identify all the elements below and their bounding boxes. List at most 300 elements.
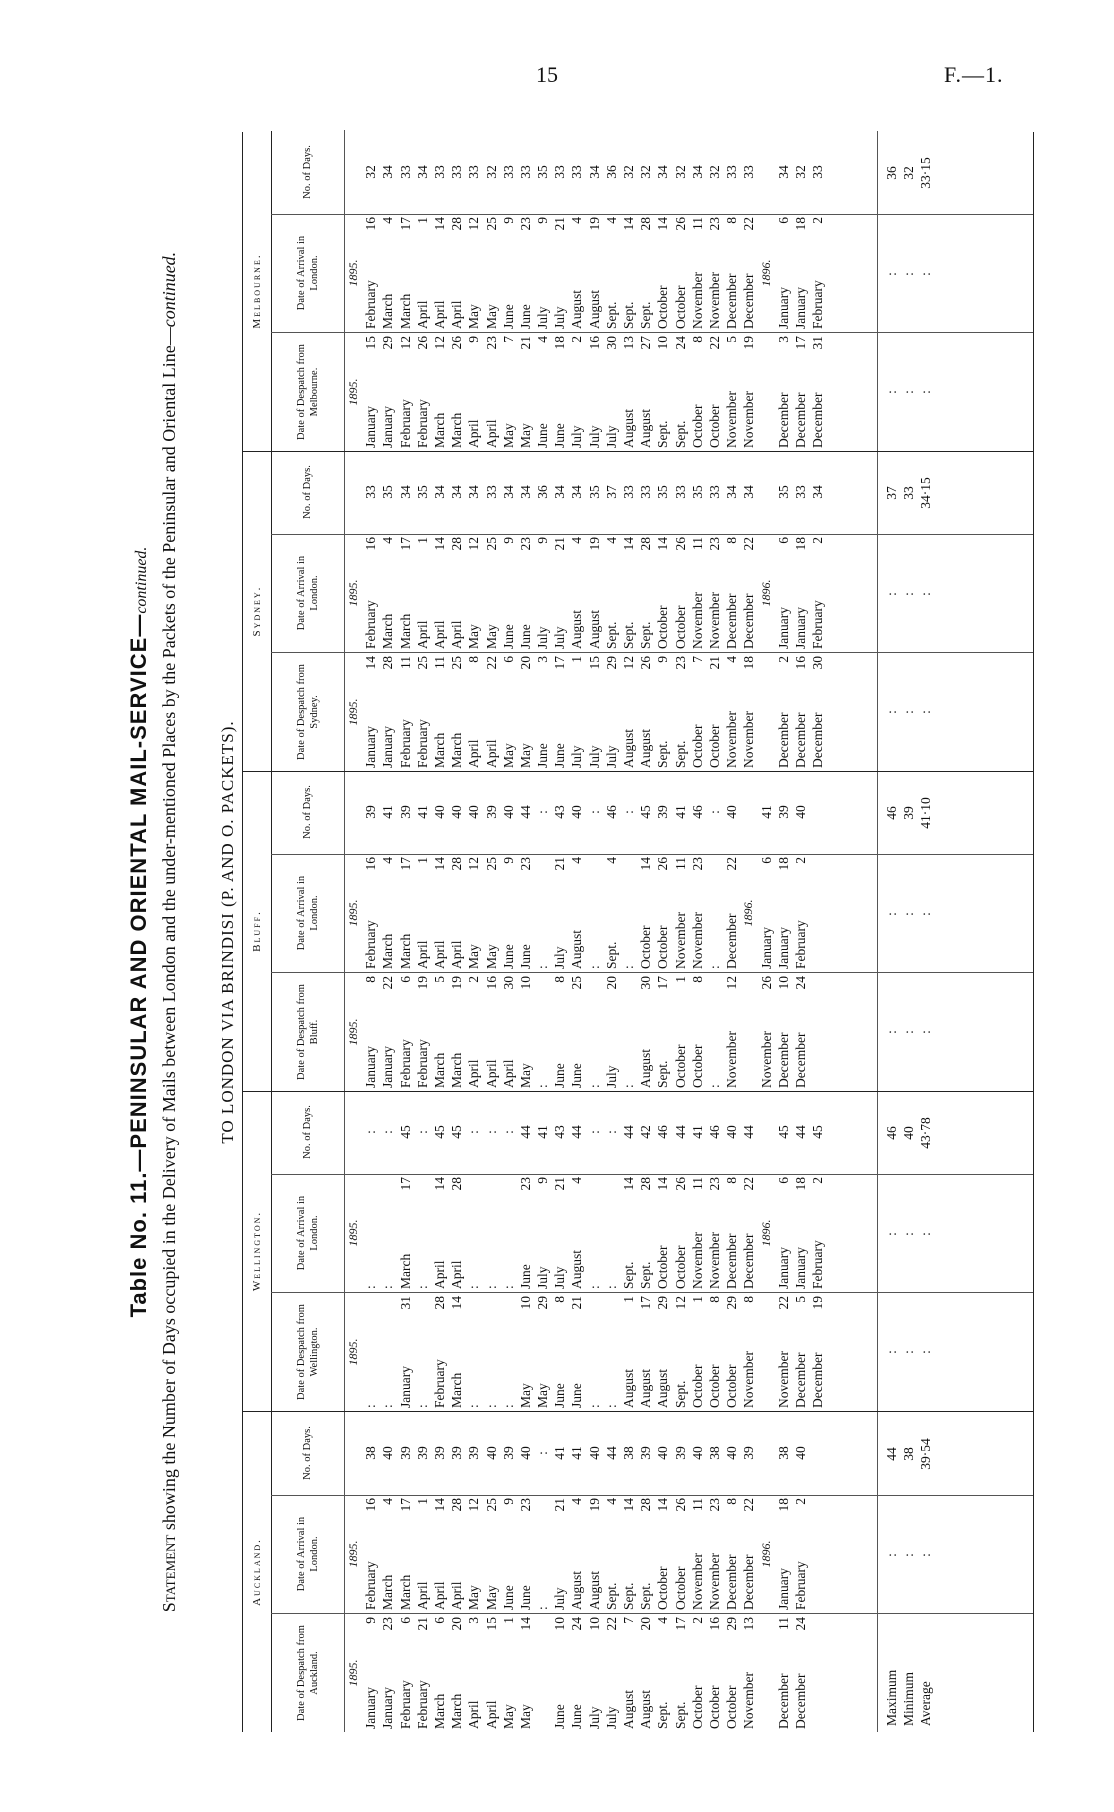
days-cell: 34	[397, 485, 413, 499]
despatch-date-cell	[414, 333, 431, 451]
stats-dots: :	[884, 1030, 899, 1034]
despatch-date-cell	[414, 1614, 431, 1732]
arrival-date-cell	[551, 534, 568, 652]
statement	[158, 142, 180, 1722]
days-cell: 39	[449, 1446, 465, 1460]
days-cell: 33	[672, 485, 688, 499]
days-cell: 34	[552, 485, 568, 499]
despatch-date-cell	[568, 1293, 585, 1411]
days-cell: 41	[672, 805, 688, 819]
despatch-date-cell	[568, 333, 585, 451]
month-text: June	[500, 944, 516, 969]
despatch-date-cell	[534, 333, 551, 451]
month-text: February	[792, 920, 808, 969]
arrival-date-cell	[672, 1174, 689, 1292]
stats-label: Maximum	[884, 1669, 899, 1726]
despatch-date-cell: :	[706, 1084, 722, 1088]
day-number: 8	[466, 656, 482, 663]
arrival-date-cell	[448, 534, 465, 652]
month-text: Sept.	[672, 420, 688, 448]
arrival-date-cell	[379, 854, 396, 972]
day-number: 29	[724, 1617, 740, 1631]
arrival-date-cell	[689, 1174, 706, 1292]
days-cell: 35	[380, 485, 396, 499]
month-text: Sept.	[603, 621, 619, 649]
month-text: June	[517, 1264, 533, 1289]
arrival-date-cell	[362, 854, 379, 972]
arrival-date-cell	[603, 854, 620, 972]
stats-days	[883, 131, 935, 215]
month-text: June	[569, 1383, 585, 1408]
month-text: January	[775, 1568, 791, 1610]
arrival-date-cell	[723, 534, 740, 652]
page-number: 15	[536, 62, 558, 87]
month-text: January	[363, 1687, 379, 1729]
day-number: 23	[483, 336, 499, 350]
day-number: 21	[569, 1296, 585, 1310]
despatch-date-cell	[465, 1614, 482, 1732]
days-cell: 32	[363, 165, 379, 179]
month-text: October	[655, 605, 671, 649]
days-cell: 46	[603, 805, 619, 819]
despatch-date-cell	[568, 1614, 585, 1732]
stats-value: 33	[901, 486, 917, 500]
month-text: April	[449, 620, 465, 649]
month-text: March	[380, 293, 396, 329]
month-text: June	[535, 423, 551, 448]
despatch-date-cell	[483, 973, 500, 1091]
despatch-date-cell	[706, 653, 723, 771]
arrival-date-cell	[465, 854, 482, 972]
days-cell: :	[380, 1130, 396, 1134]
day-number: 28	[449, 1498, 465, 1512]
month-text: November	[741, 391, 757, 448]
despatch-date-cell	[740, 333, 757, 451]
month-text: October	[706, 724, 722, 768]
day-number: 2	[810, 1177, 826, 1184]
stats-days	[883, 1412, 935, 1496]
month-text: August	[621, 728, 636, 768]
days-cell: 46	[706, 1125, 722, 1139]
arrival-date-cell	[654, 854, 671, 972]
day-number: 17	[397, 857, 413, 871]
month-text: July	[603, 745, 619, 768]
month-text: June	[517, 944, 533, 969]
month-text: December	[741, 1554, 757, 1610]
month-text: October	[706, 1685, 722, 1729]
arrival-date-cell: 1896.	[741, 899, 756, 927]
month-text: March	[397, 1574, 413, 1610]
day-number: 16	[363, 537, 379, 551]
days-cell: 39	[741, 1446, 757, 1460]
days-cell: 33	[706, 485, 722, 499]
days-cell: 45	[449, 1125, 465, 1139]
month-text: December	[775, 392, 791, 448]
despatch-date-cell	[637, 1614, 654, 1732]
day-number: 18	[792, 537, 808, 551]
days-cell: 33	[741, 165, 757, 179]
days-cell: 39	[775, 805, 791, 819]
days-cell: 41	[569, 1446, 585, 1460]
stats-value: 41·10	[918, 797, 934, 829]
day-number: 10	[517, 1296, 533, 1310]
day-number: 4	[569, 537, 585, 544]
month-text: November	[724, 391, 740, 448]
arrival-date-cell: :	[621, 965, 636, 969]
month-text: Sept.	[638, 621, 654, 649]
day-number: 13	[741, 1617, 757, 1631]
despatch-date-cell: :	[363, 1404, 379, 1408]
days-cell: :	[535, 810, 551, 814]
month-text: April	[414, 300, 430, 329]
arrival-date-cell: 1895.	[346, 1540, 360, 1568]
month-text: October	[672, 285, 688, 329]
day-number: 1	[414, 857, 430, 864]
month-text: March	[397, 293, 413, 329]
day-number: 14	[655, 1177, 671, 1191]
day-number: 14	[431, 537, 447, 551]
arrival-date-cell	[483, 1495, 500, 1613]
despatch-date-cell	[379, 973, 396, 1091]
column-header: Date of Despatch from Auckland.	[271, 1614, 345, 1732]
days-cell: 41	[535, 1125, 551, 1139]
month-text: November	[689, 1553, 705, 1610]
stats-dots: :	[884, 1553, 899, 1557]
days-cell: 38	[363, 1446, 379, 1460]
arrival-date-cell	[620, 534, 637, 652]
days-cell: 33	[449, 165, 465, 179]
day-number: 4	[380, 857, 396, 864]
arrival-date-cell	[775, 1495, 792, 1613]
arrival-date-cell	[672, 214, 689, 332]
month-text: February	[363, 280, 379, 329]
days-cell	[758, 130, 775, 214]
day-number: 17	[655, 976, 671, 990]
despatch-date-cell	[465, 333, 482, 451]
day-number: 22	[380, 976, 396, 990]
month-text: January	[758, 927, 774, 969]
month-text: April	[431, 940, 447, 969]
month-text: January	[792, 1247, 808, 1289]
days-cell: 39	[414, 1446, 430, 1460]
despatch-date-cell	[809, 653, 826, 771]
arrival-date-cell	[723, 1174, 740, 1292]
month-text: April	[431, 300, 447, 329]
despatch-date-cell	[809, 1293, 826, 1411]
month-text: October	[655, 1566, 671, 1610]
month-text: April	[431, 620, 447, 649]
month-text: February	[810, 280, 826, 329]
days-cell: 39	[363, 805, 379, 819]
statement-continued: continued.	[159, 251, 179, 328]
day-number: 17	[397, 1498, 413, 1512]
despatch-date-cell	[397, 1614, 414, 1732]
day-number: 9	[466, 336, 482, 343]
column-header: Date of Arrival in London.	[271, 854, 345, 972]
day-number: 1	[672, 976, 688, 983]
arrival-date-cell	[397, 1495, 414, 1613]
despatch-date-cell	[397, 1293, 414, 1411]
day-number: 15	[483, 1617, 499, 1631]
month-text: February	[792, 1561, 808, 1610]
stats-dots: :	[918, 1553, 934, 1557]
despatch-date-cell	[448, 1614, 465, 1732]
day-number: 29	[724, 1296, 740, 1310]
day-number: 4	[603, 857, 619, 864]
day-number: 4	[569, 217, 585, 224]
despatch-date-cell	[551, 653, 568, 771]
day-number: 26	[758, 976, 774, 990]
days-cell: :	[706, 810, 722, 814]
arrival-date-cell	[414, 854, 431, 972]
despatch-date-cell	[603, 333, 620, 451]
table-section-sydney	[243, 451, 1033, 772]
stats-value: 32	[901, 166, 917, 180]
day-number: 12	[466, 217, 482, 231]
arrival-date-cell	[568, 1495, 585, 1613]
day-number: 8	[724, 1177, 740, 1184]
day-number: 8	[363, 976, 379, 983]
despatch-date-cell: :	[483, 1404, 499, 1408]
day-number: 4	[724, 656, 740, 663]
days-cell: :	[586, 810, 602, 814]
day-number: 16	[483, 976, 499, 990]
mail-service-table	[242, 132, 1034, 1732]
days-cell	[758, 1411, 775, 1495]
despatch-date-cell	[397, 973, 414, 1091]
despatch-date-cell	[500, 653, 517, 771]
despatch-date-cell: :	[586, 1404, 602, 1408]
stats-arrival-placeholder	[883, 535, 935, 653]
month-text: November	[758, 1031, 774, 1088]
day-number: 14	[655, 1498, 671, 1512]
day-number: 14	[449, 1296, 465, 1310]
day-number: 7	[621, 1617, 636, 1624]
stats-arrival-placeholder	[883, 1496, 935, 1614]
month-text: January	[792, 607, 808, 649]
day-number: 25	[569, 976, 585, 990]
month-text: May	[517, 1383, 533, 1408]
days-cell: 34	[431, 485, 447, 499]
day-number: 23	[380, 1617, 396, 1631]
despatch-date-cell	[706, 1293, 723, 1411]
month-text: April	[483, 1700, 499, 1729]
despatch-date-cell	[792, 653, 809, 771]
day-number: 17	[397, 217, 413, 231]
arrival-date-cell	[568, 534, 585, 652]
stats-label: Average	[918, 1681, 934, 1726]
day-number: 21	[552, 537, 568, 551]
day-number: 11	[775, 1617, 791, 1630]
despatch-date-cell: 1895.	[346, 1659, 360, 1687]
month-text: August	[621, 1368, 636, 1408]
stats-value: 38	[901, 1447, 917, 1461]
days-cell: :	[586, 1130, 602, 1134]
arrival-date-cell	[672, 854, 689, 972]
day-number: 28	[380, 656, 396, 670]
day-number: 28	[638, 217, 654, 231]
day-number: 9	[535, 1177, 551, 1184]
month-text: April	[466, 419, 482, 448]
days-cell: 36	[535, 485, 551, 499]
arrival-date-cell: :	[500, 1285, 516, 1289]
day-number: 24	[672, 336, 688, 350]
stats-days	[883, 451, 935, 535]
despatch-date-cell	[448, 973, 465, 1091]
despatch-date-cell	[654, 333, 671, 451]
month-text: August	[586, 289, 602, 329]
month-text: July	[552, 306, 568, 329]
day-number: 18	[775, 1498, 791, 1512]
month-text: May	[466, 944, 482, 969]
stats-dots: :	[918, 272, 934, 276]
month-text: June	[552, 1063, 568, 1088]
month-text: February	[397, 1039, 413, 1088]
arrival-date-cell	[431, 1495, 448, 1613]
month-text: December	[792, 1673, 808, 1729]
day-number: 4	[603, 1498, 619, 1505]
month-text: October	[638, 925, 654, 969]
day-number: 23	[517, 537, 533, 551]
month-text: Sept.	[638, 301, 654, 329]
stats-dots: :	[918, 592, 934, 596]
statement-lead: Statement	[159, 1534, 179, 1613]
days-cell: 45	[810, 1125, 826, 1139]
days-cell: 44	[517, 1125, 533, 1139]
month-text: May	[517, 743, 533, 768]
day-number: 8	[706, 1296, 722, 1303]
days-cell: 32	[621, 165, 636, 179]
stats-value: 44	[884, 1447, 899, 1461]
day-number: 14	[655, 537, 671, 551]
arrival-date-cell	[689, 534, 706, 652]
arrival-date-cell	[586, 214, 603, 332]
month-text: March	[397, 1253, 413, 1289]
days-cell: 39	[500, 1446, 516, 1460]
day-number: 28	[449, 537, 465, 551]
day-number: 12	[621, 656, 636, 670]
day-number: 2	[792, 857, 808, 864]
day-number: 12	[466, 1498, 482, 1512]
day-number: 23	[689, 857, 705, 871]
day-number: 4	[380, 537, 396, 544]
arrival-date-cell	[551, 214, 568, 332]
despatch-date-cell: 1895.	[346, 1018, 360, 1046]
arrival-date-cell: 1895.	[346, 579, 360, 607]
days-cell: 39	[638, 1446, 654, 1460]
arrival-date-cell	[534, 1174, 551, 1292]
day-number: 8	[552, 976, 568, 983]
day-number: 6	[758, 857, 774, 864]
month-text: Sept.	[621, 1261, 636, 1289]
days-cell: 34	[449, 485, 465, 499]
day-number: 6	[775, 217, 791, 224]
despatch-date-cell	[723, 1293, 740, 1411]
month-text: Sept.	[621, 1582, 636, 1610]
month-text: December	[810, 1352, 826, 1408]
month-text: Sept.	[655, 1060, 671, 1088]
month-text: December	[810, 392, 826, 448]
days-cell: 38	[621, 1446, 636, 1460]
column-header: Date of Despatch from Melbourne.	[271, 333, 345, 451]
month-text: January	[397, 1366, 413, 1408]
month-text: January	[380, 1687, 396, 1729]
day-number: 11	[689, 537, 705, 550]
day-number: 4	[535, 336, 551, 343]
stats-days	[883, 1091, 935, 1175]
day-number: 1	[621, 1296, 636, 1303]
stats-arrival-placeholder	[883, 1175, 935, 1293]
despatch-date-cell	[637, 973, 654, 1091]
despatch-date-cell	[654, 653, 671, 771]
day-number: 9	[500, 537, 516, 544]
arrival-date-cell	[603, 214, 620, 332]
day-number: 12	[466, 857, 482, 871]
arrival-date-cell: :	[603, 1285, 619, 1289]
despatch-date-cell	[792, 973, 809, 1091]
month-text: June	[500, 624, 516, 649]
days-cell: 33	[724, 165, 740, 179]
arrival-date-cell	[397, 534, 414, 652]
arrival-date-cell	[620, 1174, 637, 1292]
despatch-date-cell	[654, 1614, 671, 1732]
day-number: 21	[414, 1617, 430, 1631]
month-text: August	[569, 1570, 585, 1610]
stats-divider	[877, 451, 878, 771]
despatch-date-cell	[672, 1293, 689, 1411]
days-cell	[345, 130, 362, 214]
days-cell: 44	[792, 1125, 808, 1139]
day-number: 27	[638, 336, 654, 350]
day-number: 11	[431, 656, 447, 669]
despatch-date-cell	[534, 653, 551, 771]
arrival-date-cell	[534, 534, 551, 652]
despatch-date-cell	[758, 1614, 775, 1732]
days-cell: 33	[431, 165, 447, 179]
despatch-date-cell	[723, 333, 740, 451]
day-number: 25	[483, 537, 499, 551]
day-number: 25	[483, 857, 499, 871]
month-text: October	[672, 1245, 688, 1289]
month-text: April	[466, 1059, 482, 1088]
arrival-date-cell	[431, 214, 448, 332]
days-cell: 40	[792, 1446, 808, 1460]
month-text: January	[380, 1046, 396, 1088]
month-text: April	[431, 1260, 447, 1289]
arrival-date-cell	[775, 854, 792, 972]
day-number: 4	[603, 537, 619, 544]
day-number: 28	[638, 1498, 654, 1512]
month-text: December	[775, 712, 791, 768]
despatch-date-cell	[448, 653, 465, 771]
despatch-date-cell	[706, 1614, 723, 1732]
despatch-date-cell: :	[621, 1084, 636, 1088]
month-text: August	[621, 408, 636, 448]
day-number: 6	[431, 1617, 447, 1624]
despatch-date-cell	[775, 653, 792, 771]
day-number: 23	[672, 656, 688, 670]
day-number: 6	[397, 976, 413, 983]
month-text: February	[414, 1039, 430, 1088]
days-cell: 43	[552, 1125, 568, 1139]
day-number: 7	[500, 336, 516, 343]
day-number: 14	[621, 1177, 636, 1191]
days-cell: 40	[517, 1446, 533, 1460]
day-number: 6	[775, 537, 791, 544]
day-number: 18	[775, 857, 791, 871]
despatch-date-cell	[740, 653, 757, 771]
arrival-date-cell	[500, 1495, 517, 1613]
